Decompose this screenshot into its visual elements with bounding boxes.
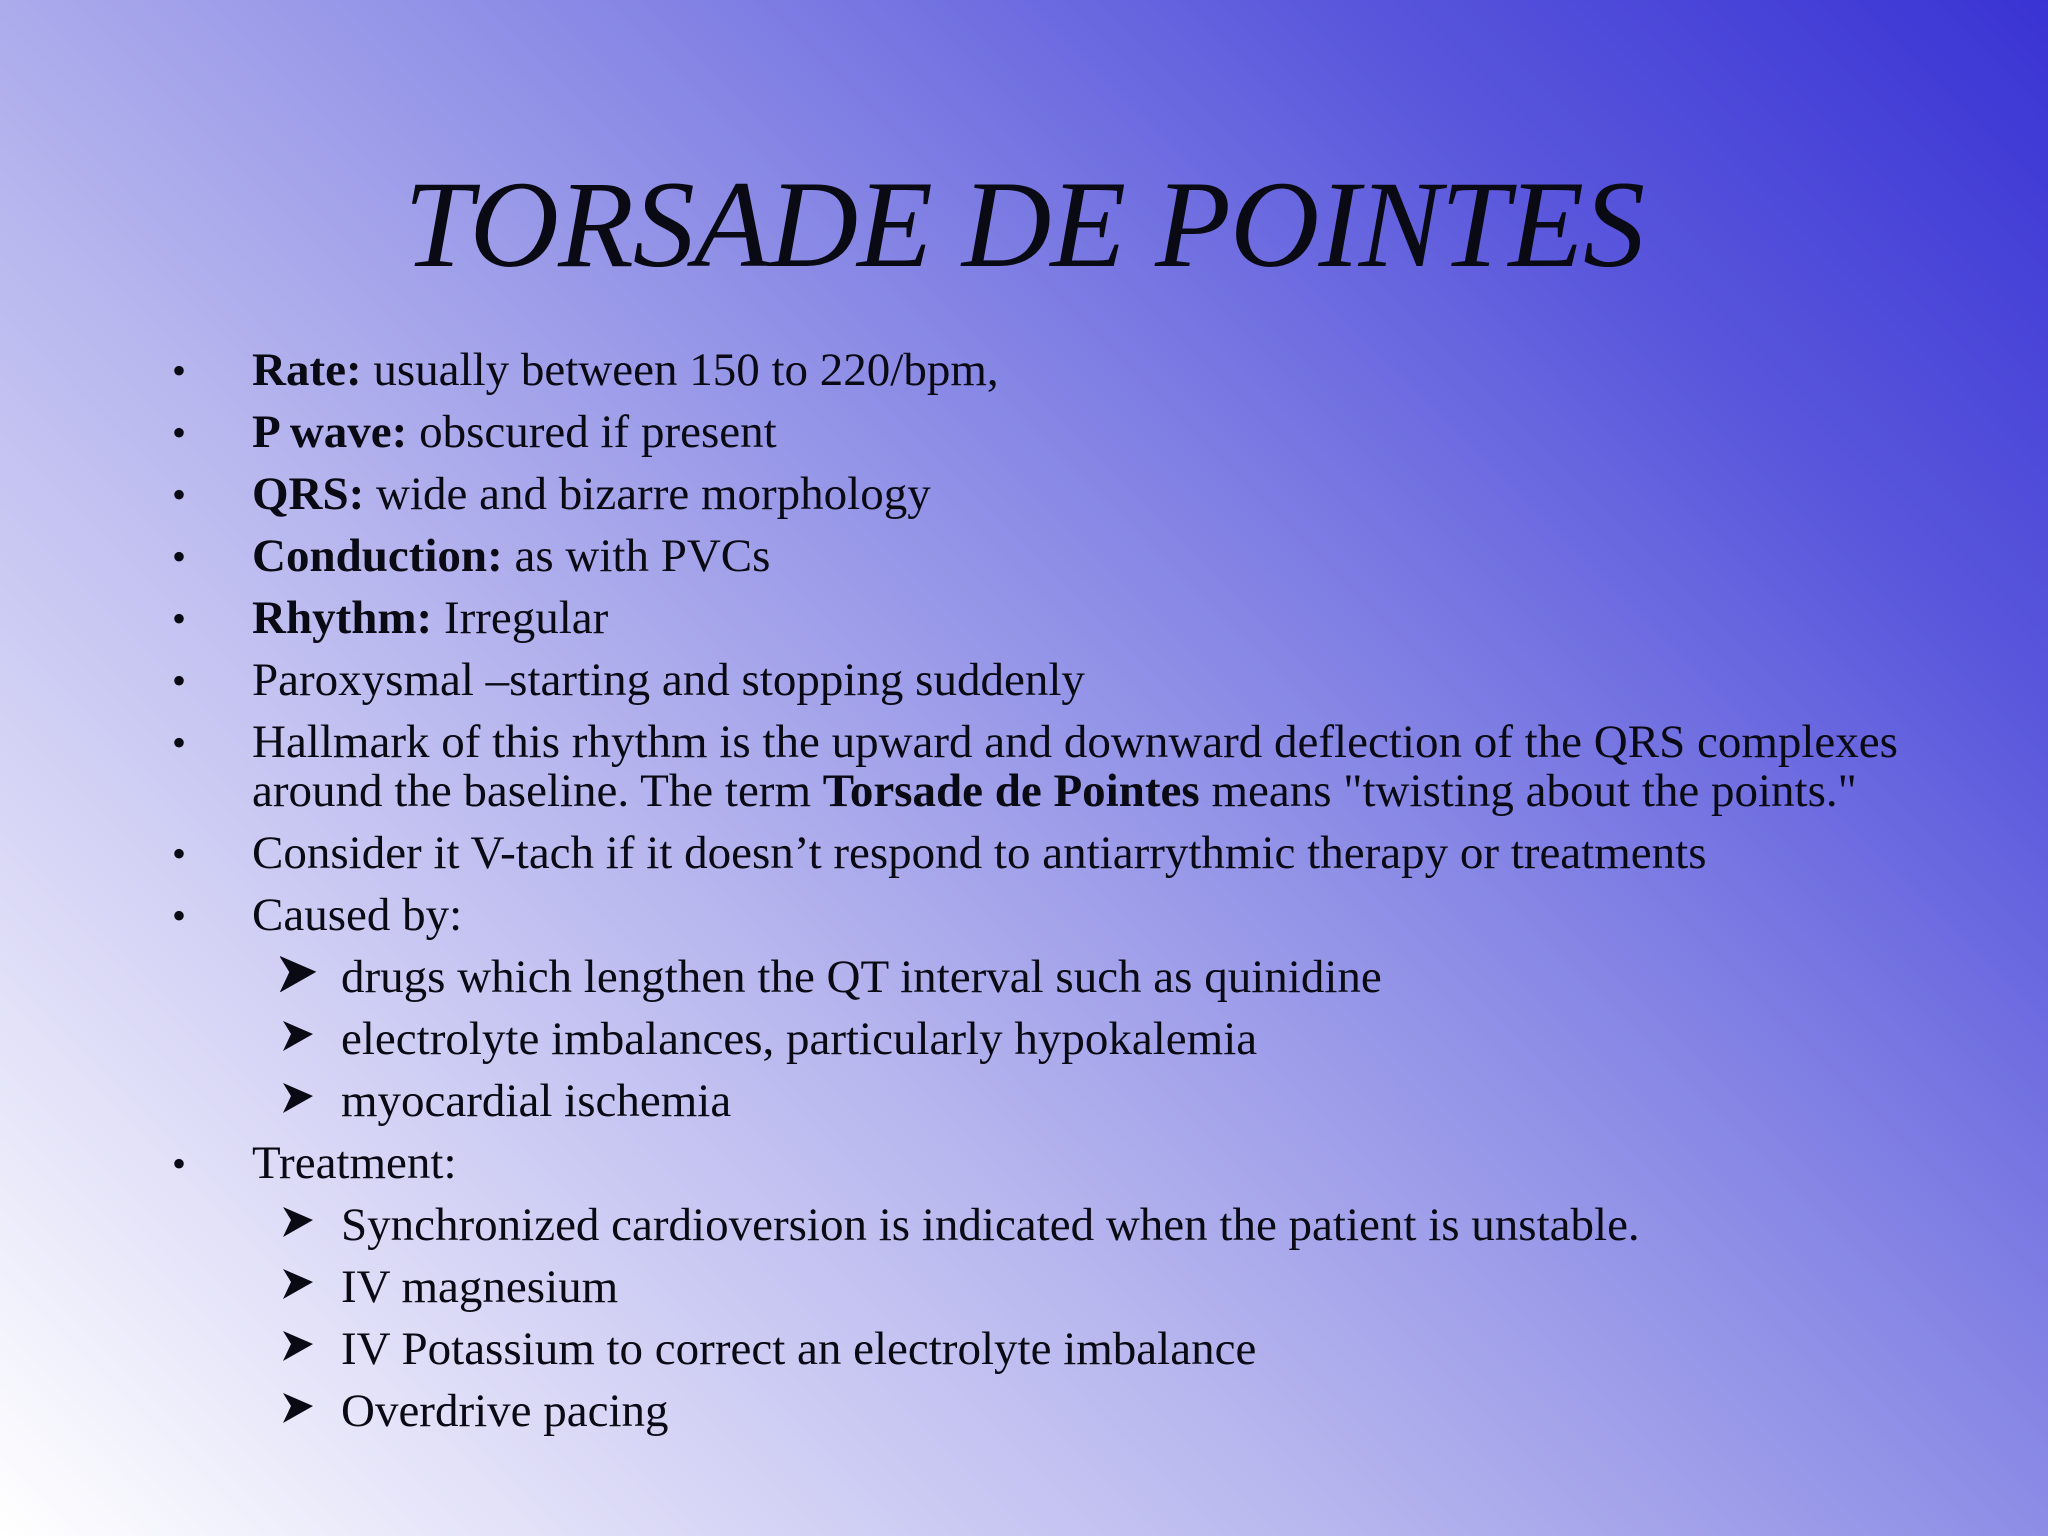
sub-item [0,1325,2048,1374]
bullet-bold-term: Torsade de Pointes [822,765,1200,817]
sub-item-text: Synchronized cardioversion is indicated when the patient is unstable. [341,1199,1640,1251]
sub-item [0,1015,2048,1064]
bullet-text: Paroxysmal –starting and stopping suddenly [252,654,1085,706]
sub-item [0,1077,2048,1126]
bullet-p-wave [0,408,2048,457]
arrow-bullet-icon [280,956,316,992]
bullet-label: Rhythm: [252,592,433,644]
bullet-dot-icon: • [172,348,187,393]
bullet-caused-by [0,891,2048,940]
sub-item-text: electrolyte imbalances, particularly hypokalemia [341,1013,1258,1065]
bullet-text: wide and bizarre morphology [364,468,931,520]
arrow-bullet-icon [280,1080,316,1116]
bullet-dot-icon: • [172,472,187,517]
bullet-dot-icon: • [172,893,187,938]
arrow-bullet-icon [280,1328,316,1364]
bullet-dot-icon: • [172,658,187,703]
sub-item [0,1387,2048,1436]
sub-item [0,953,2048,1002]
sub-item-text: IV magnesium [341,1261,619,1313]
slide-title: TORSADE DE POINTES [403,156,1645,293]
sub-item-text: Overdrive pacing [341,1385,669,1437]
bullet-hallmark [0,718,2048,816]
bullet-qrs [0,470,2048,519]
bullet-label: Rate: [252,344,362,396]
sub-item-text: drugs which lengthen the QT interval such as quinidine [341,951,1382,1003]
bullet-label: QRS: [252,468,365,520]
bullet-text: Hallmark of this rhythm is the upward and downward deflection of the QRS complexes around the baseline. The term [252,716,1898,817]
bullet-dot-icon: • [172,720,187,765]
bullet-dot-icon: • [172,831,187,876]
arrow-bullet-icon [280,1390,316,1426]
bullet-text: Consider it V-tach if it doesn’t respond to antiarrythmic therapy or treatments [252,827,1707,879]
bullet-text: obscured if present [407,406,777,458]
bullet-text: Caused by: [252,889,463,941]
bullet-text: usually between 150 to 220/bpm, [361,344,999,396]
arrow-bullet-icon [280,1266,316,1302]
bullet-consider-vtach [0,829,2048,878]
bullet-label: P wave: [252,406,408,458]
bullet-list [0,346,2048,1449]
sub-item [0,1201,2048,1250]
bullet-text: as with PVCs [502,530,771,582]
arrow-bullet-icon [280,1204,316,1240]
sub-item-text: IV Potassium to correct an electrolyte imbalance [341,1323,1257,1375]
bullet-dot-icon: • [172,596,187,641]
bullet-rate [0,346,2048,395]
bullet-dot-icon: • [172,410,187,455]
bullet-text: Treatment: [252,1137,457,1189]
bullet-text: means "twisting about the points." [1199,765,1857,817]
bullet-dot-icon: • [172,534,187,579]
sub-item [0,1263,2048,1312]
bullet-conduction [0,532,2048,581]
bullet-text: Irregular [432,592,609,644]
bullet-rhythm [0,594,2048,643]
bullet-label: Conduction: [252,530,503,582]
bullet-dot-icon: • [172,1141,187,1186]
bullet-paroxysmal [0,656,2048,705]
bullet-treatment [0,1139,2048,1188]
arrow-bullet-icon [280,1018,316,1054]
sub-item-text: myocardial ischemia [341,1075,732,1127]
